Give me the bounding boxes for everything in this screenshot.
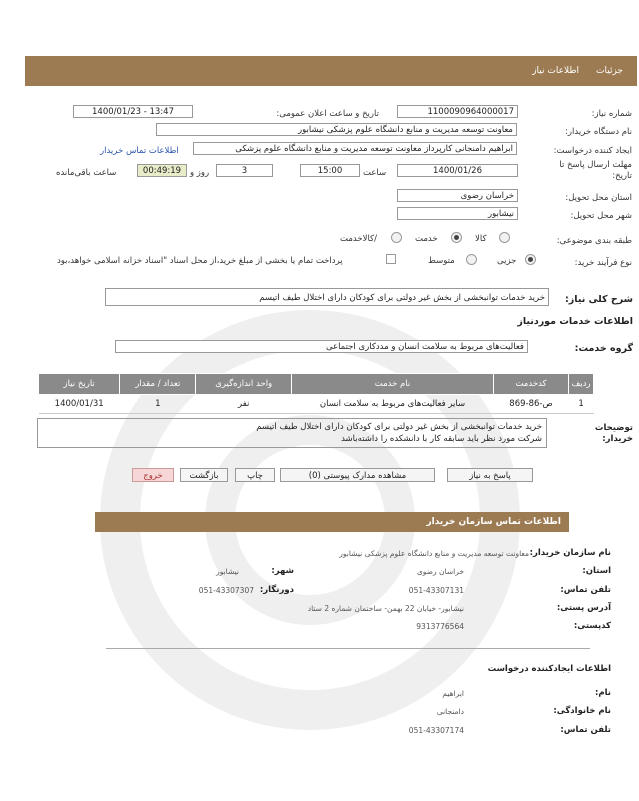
need-number-field: 1100090964000017 (397, 105, 518, 118)
buyer-contact-link[interactable]: اطلاعات تماس خریدار (100, 146, 179, 156)
services-heading: اطلاعات خدمات موردنیاز (517, 316, 633, 327)
deadline-date-field: 1400/01/26 (397, 164, 518, 177)
col-unit: واحد اندازه‌گیری (196, 374, 292, 395)
treasury-note: پرداخت تمام یا بخشی از مبلغ خرید،از محل اسناد "اسناد خزانه اسلامی خواهد،بود (57, 256, 343, 266)
contact-section-header (95, 512, 569, 532)
contact-city-value: نیشابور (216, 567, 239, 576)
creator-name-label: نام: (594, 688, 611, 698)
contact-fax-label: دورنگار: (259, 585, 294, 595)
category-goods-service-label: /کالاخدمت (340, 234, 377, 244)
col-name: نام خدمت (292, 374, 494, 395)
need-number-label: شماره نیاز: (591, 109, 632, 119)
col-date: تاریخ نیاز (39, 374, 120, 395)
days-label: روز و (190, 168, 210, 178)
creator-name-value: ابراهیم (442, 689, 464, 698)
cell-date: 1400/01/31 (39, 395, 120, 414)
contact-fax-value: 051-43307307 (198, 586, 254, 595)
contact-address-label: آدرس پستی: (556, 603, 611, 613)
service-group-label: گروه خدمت: (574, 343, 633, 354)
contact-province-value: خراسان رضوی (416, 567, 464, 576)
service-group-field: فعالیت‌های مربوط به سلامت انسان و مددکاری اجتماعی (115, 340, 528, 353)
category-goods-service-radio[interactable] (391, 232, 402, 243)
top-nav-bar (25, 56, 637, 86)
services-table (38, 373, 594, 414)
exit-button[interactable]: خروج (132, 468, 174, 482)
creator-phone-value: 051-43307174 (408, 726, 464, 735)
creator-label: ایجاد کننده درخواست: (553, 146, 632, 156)
contact-address-value: نیشابور- خیابان 22 بهمن- ساختمان شماره 2 ستاد (307, 604, 464, 613)
attachments-button[interactable]: مشاهده مدارک پیوستی (0) (280, 468, 435, 482)
deadline-time-field: 15:00 (300, 164, 360, 177)
cell-name: سایر فعالیت‌های مربوط به سلامت انسان (292, 395, 494, 414)
contact-postal-value: 9313776564 (416, 622, 464, 631)
creator-family-label: نام خانوادگی: (553, 706, 611, 716)
summary-label: شرح کلی نیاز: (564, 294, 633, 305)
table-row (39, 395, 594, 414)
treasury-checkbox[interactable] (386, 254, 396, 264)
city-label: شهر محل تحویل: (570, 211, 632, 221)
category-service-label: خدمت (415, 234, 438, 244)
col-code: کدخدمت (493, 374, 568, 395)
contact-phone-value: 051-43307131 (408, 586, 464, 595)
remaining-time-field: 00:49:19 (137, 164, 187, 177)
back-button[interactable]: بازگشت (180, 468, 228, 482)
contact-phone-label: تلفن تماس: (560, 585, 611, 595)
buyer-field: معاونت توسعه مدیریت و منابع دانشگاه علوم پزشکی نیشابور (156, 123, 517, 136)
cell-row: 1 (569, 395, 594, 414)
org-value: معاونت توسعه مدیریت و منابع دانشگاه علوم پزشکی نیشابور (339, 549, 529, 558)
buyer-label: نام دستگاه خریدار: (565, 127, 632, 137)
buyer-notes-line2: شرکت مورد نظر باید سابقه کار با دانشکده را داشته‌باشد (341, 434, 542, 444)
process-label: نوع فرآیند خرید: (574, 258, 632, 268)
deadline-label: مهلت ارسال پاسخ تا تاریخ: (559, 160, 632, 181)
province-label: استان محل تحویل: (565, 193, 632, 203)
cell-code: ص-86-869 (493, 395, 568, 414)
print-button[interactable]: چاپ (235, 468, 275, 482)
contact-postal-label: کدپستی: (573, 621, 611, 631)
announce-label: تاریخ و ساعت اعلان عمومی: (276, 109, 379, 119)
creator-family-value: دامنجانی (436, 707, 464, 716)
tab-details[interactable]: جزئیات (596, 66, 623, 76)
category-goods-label: کالا (475, 234, 487, 244)
buyer-notes-label: توضیحات خریدار: (594, 423, 633, 444)
deadline-time-label: ساعت (363, 168, 387, 178)
col-row: ردیف (569, 374, 594, 395)
tab-need-info[interactable]: اطلاعات نیاز (532, 66, 579, 76)
category-service-radio[interactable] (451, 232, 462, 243)
buyer-notes-box (37, 418, 547, 448)
process-small-radio[interactable] (525, 254, 536, 265)
process-medium-label: متوسط (428, 256, 455, 266)
days-field: 3 (216, 164, 273, 177)
process-medium-radio[interactable] (466, 254, 477, 265)
province-field: خراسان رضوی (397, 189, 518, 202)
creator-phone-label: تلفن تماس: (560, 725, 611, 735)
buyer-notes-line1: خرید خدمات توانبخشی از بخش غیر دولتی برای کودکان دارای اختلال طیف اتیسم (256, 422, 542, 432)
remaining-label: ساعت باقی‌مانده (56, 168, 117, 178)
reply-button[interactable]: پاسخ به نیاز (447, 468, 533, 482)
contact-province-label: استان: (582, 566, 611, 576)
category-goods-radio[interactable] (499, 232, 510, 243)
cell-unit: نفر (196, 395, 292, 414)
table-header-row (39, 374, 594, 395)
contact-divider (106, 648, 590, 649)
contact-city-label: شهر: (271, 566, 294, 576)
cell-qty: 1 (120, 395, 196, 414)
announce-field: 1400/01/23 - 13:47 (73, 105, 193, 118)
org-label: نام سازمان خریدار: (529, 548, 611, 558)
creator-heading: اطلاعات ایجادکننده درخواست (487, 664, 611, 674)
process-small-label: جزیی (497, 256, 517, 266)
summary-field: خرید خدمات توانبخشی از بخش غیر دولتی برای کودکان دارای اختلال طیف اتیسم (105, 288, 549, 306)
category-label: طبقه بندی موضوعی: (556, 236, 632, 246)
city-field: نیشابور (397, 207, 518, 220)
contact-heading: اطلاعات تماس سازمان خریدار (426, 517, 561, 527)
col-qty: تعداد / مقدار (120, 374, 196, 395)
creator-field: ابراهیم دامنجانی کارپرداز معاونت توسعه مدیریت و منابع دانشگاه علوم پزشکی (193, 142, 517, 155)
